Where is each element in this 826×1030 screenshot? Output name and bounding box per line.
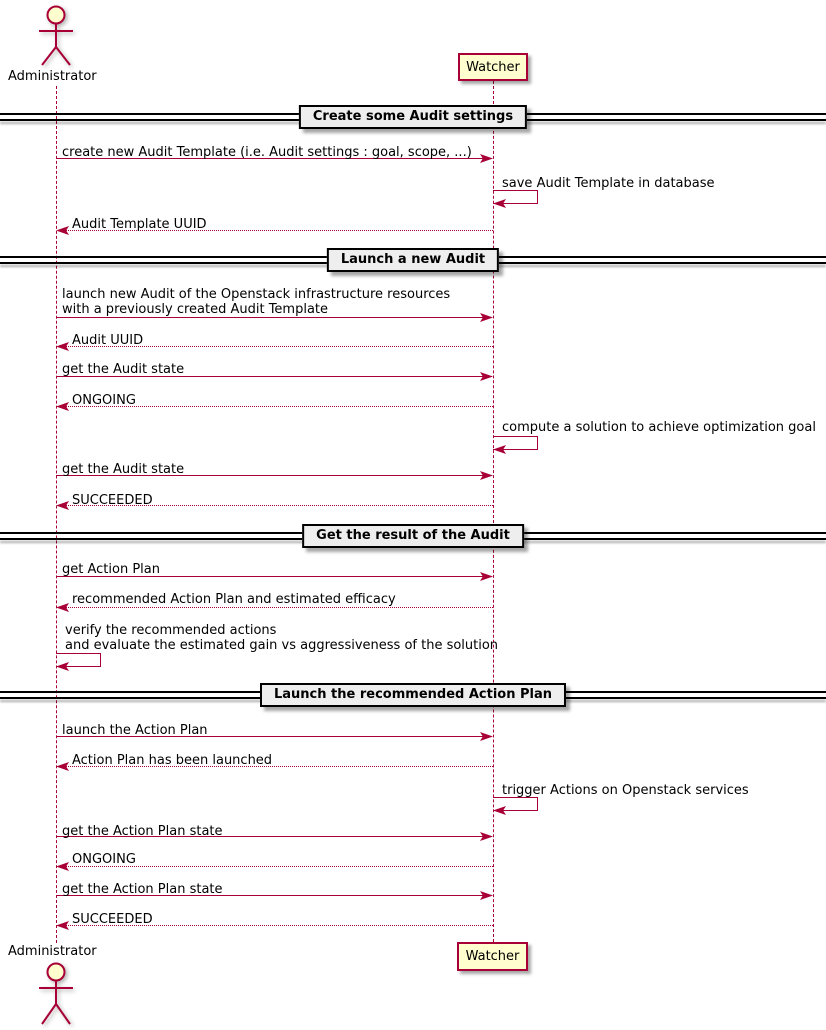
self-message-loop bbox=[493, 190, 538, 204]
message-label: launch new Audit of the Openstack infrastructure resources with a previously created Audit Template bbox=[62, 287, 451, 317]
section-divider bbox=[0, 524, 826, 548]
self-message-label: save Audit Template in database bbox=[502, 176, 715, 191]
self-message-loop bbox=[493, 436, 538, 450]
administrator-lifeline bbox=[56, 86, 57, 943]
self-message-label: compute a solution to achieve optimization goal bbox=[502, 420, 816, 435]
message-label: create new Audit Template (i.e. Audit settings : goal, scope, ...) bbox=[62, 145, 472, 160]
administrator-actor-icon-bottom bbox=[26, 960, 86, 1028]
administrator-label-top: Administrator bbox=[8, 69, 97, 84]
divider-title: Launch a new Audit bbox=[327, 248, 499, 272]
message-label: launch the Action Plan bbox=[62, 723, 208, 738]
return-line bbox=[66, 607, 493, 608]
arrowhead-left bbox=[493, 445, 506, 454]
message-label: Audit Template UUID bbox=[72, 217, 207, 232]
arrowhead-left bbox=[493, 806, 506, 815]
message-label: ONGOING bbox=[72, 393, 136, 408]
message-label: get the Audit state bbox=[62, 462, 185, 477]
divider-title: Create some Audit settings bbox=[299, 105, 527, 129]
self-message-label: trigger Actions on Openstack services bbox=[502, 783, 749, 798]
arrowhead-left bbox=[56, 662, 69, 671]
message-label: recommended Action Plan and estimated efficacy bbox=[72, 592, 396, 607]
watcher-label-bottom: Watcher bbox=[465, 949, 520, 964]
section-divider bbox=[0, 683, 826, 707]
message-label: ONGOING bbox=[72, 852, 136, 867]
watcher-lifeline bbox=[493, 81, 494, 942]
message-label: get the Action Plan state bbox=[62, 882, 223, 897]
self-message-loop bbox=[493, 797, 538, 811]
divider-title: Get the result of the Audit bbox=[302, 524, 524, 548]
watcher-label-top: Watcher bbox=[466, 59, 520, 75]
watcher-participant-bottom bbox=[457, 942, 528, 971]
message-label: SUCCEEDED bbox=[72, 493, 153, 508]
message-label: get the Action Plan state bbox=[62, 824, 223, 839]
administrator-actor-icon bbox=[26, 2, 86, 68]
message-label: Action Plan has been launched bbox=[72, 753, 273, 768]
message-label: get Action Plan bbox=[62, 562, 160, 577]
self-message-loop bbox=[56, 653, 101, 667]
divider-title: Launch the recommended Action Plan bbox=[260, 683, 566, 707]
message-label: SUCCEEDED bbox=[72, 912, 153, 927]
arrowhead-left bbox=[493, 199, 506, 208]
section-divider bbox=[0, 248, 826, 272]
message-label: Audit UUID bbox=[72, 333, 144, 348]
message-label: get the Audit state bbox=[62, 362, 185, 377]
message-line bbox=[56, 317, 489, 318]
self-message-label: verify the recommended actions and evaluate the estimated gain vs aggressiveness of the solution bbox=[65, 623, 499, 653]
watcher-participant-top bbox=[458, 53, 528, 81]
administrator-label-bottom: Administrator bbox=[8, 944, 97, 959]
section-divider bbox=[0, 105, 826, 129]
